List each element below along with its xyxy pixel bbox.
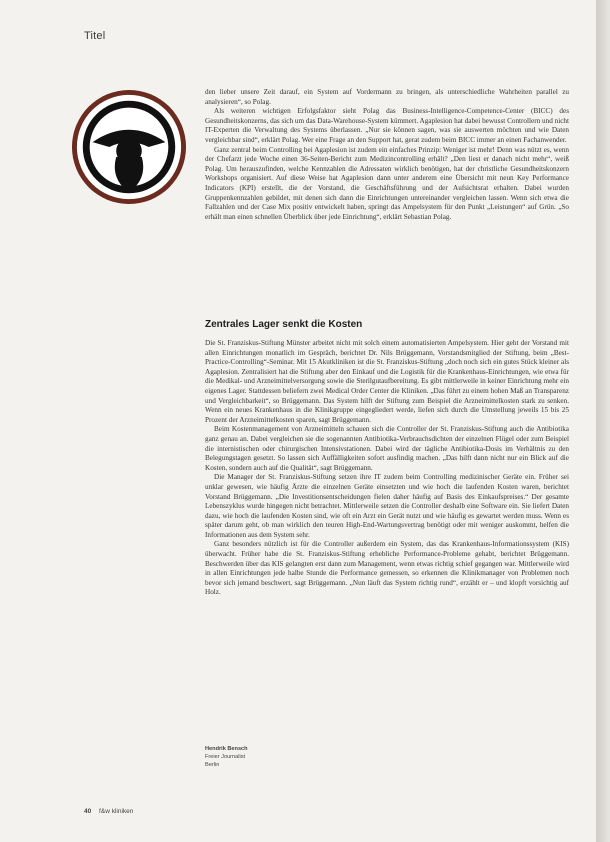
paragraph: Als weiteren wichtigen Erfolgsfaktor sieht Polag das Business-Intelligence-Competence-Center (BICC) des Gesundheitskonzerns, das sich um das Data-Warehouse-System kümmert. Agaplesion hat dabei bewusst Controllern und nicht IT-Experten die Verwaltung des Systems überlassen. „Nur sie können sagen, was sie auswerten möchten und wie Daten vergleichbar sind“, erklärt Polag. Wer eine Frage an den Support hat, gerat zudem beim BICC immer an einen Fachanwender. [205,107,569,144]
steering-wheel-icon [70,88,188,206]
section-tag: Titel [84,30,106,42]
paragraph: Die Manager der St. Franziskus-Stiftung setzen ihre IT zudem beim Controlling medizinischer Geräte ein. Früher sei unklar gewesen, wie häufig Ärzte die einzelnen Geräte einsetzten und wie hoch die laufenden Kosten waren, berichtet Vorstand Brüggemann. „Die Investitionsentscheidungen fielen daher häufig auf Basis des Einkaufspreises.“ Der gesamte Lebenszyklus wurde hingegen nicht betrachtet. Mittlerweile setzen die Controller deshalb eine Software ein. Sie liefert Daten dazu, wie hoch die laufenden Kosten sind, wie oft ein Arzt ein Gerät nutzt und wie häufig es gewartet werden muss. Wenn es später darum geht, ob man wirklich den teuren High-End-Wartungsvertrag benötigt oder mit weniger auskommt, helfen die Informationen aus dem System sehr. [205,473,569,539]
publication-name: f&w kliniken [99,808,134,815]
paragraph: Ganz besonders nützlich ist für die Controller außerdem ein System, das das Krankenhaus-Informationssystem (KIS) überwacht. Früher habe die St. Franziskus-Stiftung erhebliche Performance-Probleme gehabt, berichtet Brüggemann. Beschwerden über das KIS gelangten erst dann zum Management, wenn etwas richtig schief gegangen war. Mittlerweile wird in allen Einrichtungen jede halbe Stunde die Performance gemessen, so erkennen die Klinikmanager von Problemen noch bevor sich jemand beschwert, sagt Brüggemann. „Nun läuft das System richtig rund“, erzählt er – und klopft vorsichtig auf Holz. [205,540,569,597]
page-edge-shadow [596,0,610,842]
paragraph: den lieber unsere Zeit darauf, ein System auf Vordermann zu bringen, als unterschiedliche Wahrheiten parallel zu analysieren“, so Polag. [205,88,569,106]
page-number: 40 [84,808,92,815]
section-column [205,339,569,598]
intro-column [205,88,569,222]
paragraph: Beim Kostenmanagement von Arzneimitteln schauen sich die Controller der St. Franziskus-Stiftung auch die Antibiotika ganz genau an. Dabei vergleichen sie die sogenannten Antibiotika-Verbrauchsdichten der einzelnen Flügel oder zum Beispiel die internistischen oder chirurgischen Intensivstationen. Dabei wird der tägliche Antibiotika-Dosis im Verhältnis zu den Belegungstagen gesetzt. So lassen sich Auffälligkeiten sofort ausfindig machen. „Das hilft dann nicht nur ein Blick auf die Kosten, sondern auch auf die Qualität“, sagt Brüggemann. [205,425,569,472]
author-name: Hendrik Bensch [205,746,248,752]
author-role: Freier Journalist [205,754,246,760]
section-heading: Zentrales Lager senkt die Kosten [205,319,363,330]
author-city: Berlin [205,762,220,768]
page-footer [84,808,133,815]
paragraph: Ganz zentral beim Controlling bei Agaplesion ist zudem ein einfaches Prinzip: Weniger ist mehr! Denn was nützt es, wenn der Chefarzt jede Woche einen 36-Seiten-Bericht zum Medizincontrolling erhält? „Den liest er danach nicht mehr“, weiß Polag. Um herauszufinden, welche Kennzahlen die Adressaten wirklich benötigen, hat der christliche Gesundheitskonzern Workshops organisiert. Auf diese Weise hat Agaplesion dann unter anderem eine Übersicht mit neun Key Performance Indicators (KPI) erstellt, die der Vorstand, die Geschäftsführung und der Aufsichtsrat erhalten. Dabei wurden Gruppenkennzahlen gebildet, mit denen sich dann die Einrichtungen untereinander vergleichen lassen. Wenn sich etwa die Fallzahlen und der Case Mix positiv entwickelt haben, springt das Ampelsystem für den Punkt „Leistungen“ auf Grün. „So erhält man einen schnellen Überblick über jede Einrichtung“, erklärt Sebastian Polag. [205,145,569,221]
paragraph: Die St. Franziskus-Stiftung Münster arbeitet nicht mit solch einem automatisierten Ampelsystem. Hier geht der Vorstand mit allen Einrichtungen monatlich im Gespräch, berichtet Dr. Nils Brüggemann, Vorstandsmitglied der Stiftung, beim „Best-Practice-Controlling“-Seminar. Mit 15 Akutkliniken ist die St. Franziskus-Stiftung „doch noch sich ein gutes Stück kleiner als Agaplesion. Zentralisiert hat die Stiftung aber den Einkauf und die Logistik für die Krankenhaus-Einrichtungen, wie etwa für die Medikal- und Arzneimittelversorgung sowie die Sterilgutaufbereitung. Es gibt mittlerweile in keiner Einrichtung mehr ein eigenes Lager. Stattdessen beliefern zwei Medical Order Center die Kliniken. „Das führt zu einem hohen Maß an Transparenz und Vergleichbarkeit“, so Brüggemann. Das System hilft der Stiftung zum Beispiel die Arzneimittelkosten stark zu senken. Wenn ein neues Krankenhaus in die Klinikgruppe eingegliedert werde, liefen sich durch die Umstellung jeweils 15 bis 25 Prozent der Arzneimittelkosten sparen, sagt Brüggemann. [205,339,569,424]
author-byline [205,745,248,769]
